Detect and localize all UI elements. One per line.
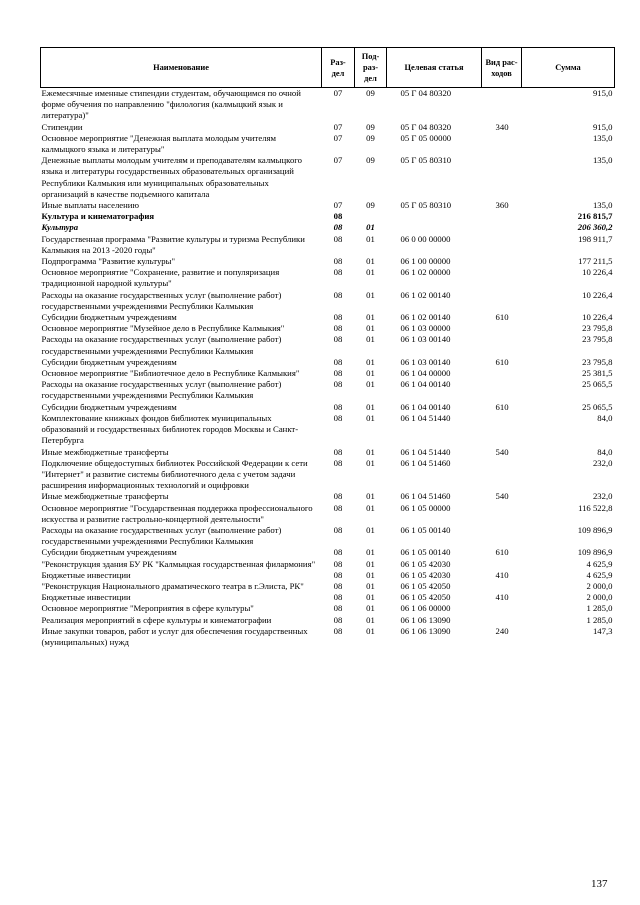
cell-podrazdel: 01 [366, 502, 375, 513]
cell-vid [482, 458, 522, 492]
cell-target: 06 1 04 51460 [400, 491, 451, 502]
cell-target: 06 1 02 00140 [400, 312, 451, 323]
cell-name: Иные закупки товаров, работ и услуг для обеспечения государственных (муниципальных) нужд [41, 625, 308, 647]
cell-podrazdel: 01 [366, 401, 375, 412]
cell-target: 05 Г 05 80310 [400, 200, 452, 211]
cell-target: 06 1 05 00140 [400, 524, 451, 535]
cell-razdel: 08 [333, 502, 343, 513]
cell-razdel: 08 [333, 491, 343, 502]
table-row [41, 357, 615, 368]
cell-target: 06 1 00 00000 [400, 256, 451, 267]
cell-sum: 135,0 [592, 155, 613, 166]
cell-target: 05 Г 04 80320 [400, 88, 452, 98]
table-row [41, 256, 615, 267]
table-row [41, 290, 615, 312]
cell-razdel: 07 [333, 200, 343, 211]
cell-vid [482, 334, 522, 356]
cell-podrazdel: 01 [366, 412, 375, 423]
cell-sum: 4 625,9 [586, 558, 613, 569]
cell-sum: 135,0 [592, 132, 613, 143]
cell-name: "Реконструкция Национального драматического театра в г.Элиста, РК" [41, 580, 304, 591]
cell-podrazdel: 01 [366, 289, 375, 300]
table-row [41, 491, 615, 502]
cell-target: 06 1 04 51460 [400, 457, 451, 468]
cell-sum: 2 000,0 [586, 592, 613, 603]
cell-razdel: 08 [333, 547, 343, 558]
header-sum: Сумма [522, 48, 615, 88]
cell-sum: 206 360,2 [577, 222, 613, 233]
cell-podrazdel: 01 [366, 524, 375, 535]
table-body [41, 88, 615, 649]
header-razdel: Раз-дел [322, 48, 355, 88]
cell-podrazdel: 09 [366, 121, 375, 132]
table-row [41, 323, 615, 334]
cell-vid: 610 [495, 547, 509, 558]
cell-razdel: 08 [333, 323, 343, 334]
cell-podrazdel: 01 [366, 558, 375, 569]
table-row [41, 503, 615, 525]
cell-sum: 25 381,5 [582, 368, 613, 379]
table-row [41, 447, 615, 458]
cell-name: Подпрограмма "Развитие культуры" [41, 256, 176, 267]
cell-razdel: 08 [333, 334, 343, 345]
cell-name: Стипендии [41, 121, 83, 132]
cell-sum: 135,0 [592, 200, 613, 211]
cell-podrazdel: 01 [366, 457, 375, 468]
budget-table-page [40, 47, 614, 648]
cell-podrazdel: 01 [366, 312, 375, 323]
cell-target: 06 1 02 00140 [400, 289, 451, 300]
cell-podrazdel: 01 [366, 625, 375, 636]
table-row [41, 211, 615, 222]
cell-razdel: 08 [333, 412, 343, 423]
cell-podrazdel: 01 [366, 491, 375, 502]
cell-podrazdel: 01 [366, 256, 375, 267]
cell-sum: 10 226,4 [582, 267, 613, 278]
cell-sum: 84,0 [597, 412, 613, 423]
cell-name: Основное мероприятие "Денежная выплата молодым учителям калмыцкого языка и литературы" [41, 132, 277, 155]
cell-sum: 4 625,9 [586, 569, 613, 580]
cell-podrazdel [355, 211, 387, 222]
cell-podrazdel: 01 [366, 603, 375, 614]
cell-name: Государственная программа "Развитие культуры и туризма Республики Калмыкия на 2013 -2020 годы" [41, 233, 305, 255]
cell-target: 05 Г 04 80320 [400, 121, 452, 132]
cell-name: Основное мероприятие "Сохранение, развитие и популяризация традиционной народной культуры" [41, 267, 280, 289]
cell-podrazdel: 01 [366, 356, 375, 367]
cell-target [387, 211, 482, 222]
cell-podrazdel: 01 [366, 614, 375, 625]
cell-vid: 410 [495, 592, 509, 603]
cell-razdel: 08 [333, 401, 343, 412]
cell-vid [482, 368, 522, 379]
cell-name: "Реконструкция здания БУ РК "Калмыцкая государственная филармония" [41, 558, 316, 569]
cell-name: Субсидии бюджетным учреждениям [41, 356, 177, 367]
cell-vid [482, 155, 522, 200]
table-row [41, 413, 615, 447]
cell-sum: 116 522,8 [578, 502, 613, 513]
page-number: 137 [591, 878, 608, 890]
cell-razdel: 07 [333, 121, 343, 132]
cell-razdel: 08 [333, 267, 343, 278]
cell-podrazdel: 01 [366, 569, 375, 580]
cell-sum: 23 795,8 [582, 323, 613, 334]
cell-name: Подключение общедоступных библиотек Российской Федерации к сети "Интернет" и развитие системы библиотечного дела с учетом задачи расширения информационных технологий и оцифровки [41, 457, 308, 491]
table-row [41, 547, 615, 558]
cell-name: Расходы на оказание государственных услуг (выполнение работ) государственными учреждениями Республики Калмыкия [41, 379, 282, 401]
cell-sum: 1 285,0 [586, 614, 613, 625]
cell-target: 06 1 03 00140 [400, 334, 451, 345]
cell-target: 06 1 05 42030 [400, 558, 451, 569]
cell-sum: 1 285,0 [586, 603, 613, 614]
cell-name: Комплектование книжных фондов библиотек муниципальных образований и государственных библиотек городов Москвы и Санкт-Петербурга [41, 412, 299, 446]
cell-target: 06 1 04 51440 [400, 446, 451, 457]
cell-name: Ежемесячные именные стипендии студентам, обучающимся по очной форме обучения по направлению "филология (калмыцкий язык и литература)" [41, 88, 301, 121]
cell-sum: 84,0 [597, 446, 613, 457]
budget-table [40, 47, 615, 648]
cell-podrazdel: 01 [366, 267, 375, 278]
cell-vid: 360 [495, 200, 509, 211]
cell-vid [482, 603, 522, 614]
cell-razdel: 08 [333, 368, 343, 379]
cell-vid [482, 222, 522, 233]
table-row [41, 379, 615, 401]
cell-razdel: 08 [333, 356, 343, 367]
table-row [41, 458, 615, 492]
cell-sum: 216 815,7 [577, 211, 613, 222]
cell-podrazdel: 01 [366, 379, 375, 390]
cell-vid [482, 581, 522, 592]
table-row [41, 570, 615, 581]
cell-sum: 25 065,5 [582, 379, 613, 390]
table-row [41, 615, 615, 626]
cell-podrazdel: 01 [366, 580, 375, 591]
table-row [41, 334, 615, 356]
cell-podrazdel: 09 [366, 200, 375, 211]
cell-name: Бюджетные инвестиции [41, 569, 131, 580]
cell-target: 06 1 04 51440 [400, 412, 451, 423]
cell-sum: 10 226,4 [582, 312, 613, 323]
cell-podrazdel: 01 [366, 222, 375, 233]
table-row [41, 592, 615, 603]
cell-sum: 232,0 [592, 491, 613, 502]
cell-name: Основное мероприятие "Мероприятия в сфере культуры" [41, 603, 254, 614]
cell-name: Культура [41, 222, 79, 233]
cell-razdel: 08 [333, 524, 343, 535]
cell-razdel: 07 [333, 88, 343, 98]
cell-vid [482, 290, 522, 312]
cell-name: Культура и кинематография [41, 211, 155, 222]
cell-podrazdel: 01 [366, 233, 375, 244]
cell-sum: 109 896,9 [577, 547, 613, 558]
cell-podrazdel: 01 [366, 368, 375, 379]
table-row [41, 559, 615, 570]
cell-name: Расходы на оказание государственных услуг (выполнение работ) государственными учреждениями Республики Калмыкия [41, 334, 282, 356]
cell-razdel: 08 [333, 289, 343, 300]
cell-name: Субсидии бюджетным учреждениям [41, 547, 177, 558]
cell-target: 06 1 04 00000 [400, 368, 451, 379]
cell-target: 06 1 03 00000 [400, 323, 451, 334]
cell-sum: 232,0 [592, 457, 613, 468]
cell-name: Иные межбюджетные трансферты [41, 491, 169, 502]
cell-target: 06 1 02 00000 [400, 267, 451, 278]
cell-sum: 2 000,0 [586, 580, 613, 591]
cell-vid [482, 88, 522, 122]
cell-name: Иные межбюджетные трансферты [41, 446, 169, 457]
table-row [41, 368, 615, 379]
cell-name: Реализация мероприятий в сфере культуры и кинематографии [41, 614, 272, 625]
table-row [41, 222, 615, 233]
cell-vid: 540 [495, 491, 509, 502]
cell-name: Бюджетные инвестиции [41, 592, 131, 603]
cell-vid: 540 [495, 446, 509, 457]
cell-target: 06 1 05 00000 [400, 502, 451, 513]
header-target: Целевая статья [387, 48, 482, 88]
table-row [41, 133, 615, 155]
cell-vid [482, 211, 522, 222]
cell-sum: 177 211,5 [578, 256, 613, 267]
table-row [41, 200, 615, 211]
cell-vid [482, 323, 522, 334]
cell-target: 05 Г 05 80310 [400, 155, 452, 166]
cell-target: 06 1 06 13090 [400, 625, 451, 636]
cell-razdel: 08 [333, 614, 343, 625]
cell-target: 05 Г 05 00000 [400, 132, 452, 143]
cell-vid [482, 525, 522, 547]
cell-razdel: 08 [333, 603, 343, 614]
table-row [41, 626, 615, 648]
cell-target: 06 1 04 00140 [400, 379, 451, 390]
cell-target: 06 1 05 42050 [400, 592, 451, 603]
cell-razdel: 08 [333, 222, 343, 233]
cell-razdel: 08 [333, 446, 343, 457]
cell-sum: 10 226,4 [582, 289, 613, 300]
cell-podrazdel: 01 [366, 547, 375, 558]
cell-target: 06 1 05 42050 [400, 580, 451, 591]
cell-name: Иные выплаты населению [41, 200, 139, 211]
cell-name: Расходы на оказание государственных услуг (выполнение работ) государственными учреждениями Республики Калмыкия [41, 524, 282, 547]
table-header-row [41, 48, 615, 88]
cell-podrazdel: 01 [366, 334, 375, 345]
table-row [41, 122, 615, 133]
cell-target: 06 1 05 42030 [400, 569, 451, 580]
cell-vid: 610 [495, 312, 509, 323]
cell-sum: 147,3 [592, 625, 613, 636]
cell-sum: 915,0 [592, 88, 613, 98]
cell-vid [482, 413, 522, 447]
table-row [41, 155, 615, 200]
cell-target: 06 1 06 13090 [400, 614, 451, 625]
cell-razdel: 08 [333, 312, 343, 323]
cell-name: Денежные выплаты молодым учителям и преподавателям калмыцкого языка и литературы государственных образовательных организаций Республики Калмыкия или муниципальных образовательных организаций в качестве подъемного капитала [41, 155, 302, 199]
cell-name: Основное мероприятие "Библиотечное дело в Республике Калмыкия" [41, 368, 300, 379]
cell-razdel: 08 [333, 256, 343, 267]
cell-sum: 109 896,9 [577, 524, 613, 535]
table-row [41, 525, 615, 547]
table-row [41, 267, 615, 289]
cell-name: Основное мероприятие "Музейное дело в Республике Калмыкия" [41, 323, 285, 334]
cell-razdel: 08 [333, 558, 343, 569]
table-row [41, 603, 615, 614]
cell-podrazdel: 01 [366, 446, 375, 457]
cell-razdel: 08 [333, 457, 343, 468]
cell-razdel: 07 [333, 155, 343, 166]
cell-vid [482, 559, 522, 570]
cell-razdel: 08 [333, 592, 343, 603]
cell-razdel: 08 [333, 625, 343, 636]
table-row [41, 312, 615, 323]
cell-vid [482, 267, 522, 289]
cell-target: 06 1 03 00140 [400, 356, 451, 367]
cell-vid [482, 503, 522, 525]
cell-razdel: 08 [333, 233, 343, 244]
cell-sum: 198 911,7 [578, 233, 613, 244]
cell-sum: 23 795,8 [582, 356, 613, 367]
cell-target: 06 1 06 00000 [400, 603, 451, 614]
cell-podrazdel: 09 [366, 132, 375, 143]
cell-razdel: 07 [333, 132, 343, 143]
cell-vid [482, 615, 522, 626]
cell-vid [482, 379, 522, 401]
cell-target: 06 0 00 00000 [400, 233, 451, 244]
cell-name: Субсидии бюджетным учреждениям [41, 401, 177, 412]
cell-sum: 25 065,5 [582, 401, 613, 412]
cell-podrazdel: 01 [366, 592, 375, 603]
cell-name: Основное мероприятие "Государственная поддержка профессионального искусства и развитие гастрольно-концертной деятельности" [41, 502, 313, 524]
cell-vid: 610 [495, 356, 509, 367]
cell-razdel: 08 [333, 211, 343, 222]
cell-vid [482, 256, 522, 267]
cell-podrazdel: 09 [366, 88, 375, 98]
cell-name: Расходы на оказание государственных услуг (выполнение работ) государственными учреждениями Республики Калмыкия [41, 289, 282, 311]
cell-vid: 340 [495, 121, 509, 132]
cell-razdel: 08 [333, 580, 343, 591]
table-row [41, 581, 615, 592]
cell-target: 06 1 04 00140 [400, 401, 451, 412]
table-row [41, 88, 615, 122]
header-podrazdel: Под-раз-дел [355, 48, 387, 88]
cell-vid [482, 234, 522, 256]
cell-razdel: 08 [333, 379, 343, 390]
cell-vid: 240 [495, 625, 509, 636]
cell-razdel: 08 [333, 569, 343, 580]
cell-podrazdel: 01 [366, 323, 375, 334]
cell-target [387, 222, 482, 233]
cell-podrazdel: 09 [366, 155, 375, 166]
header-vid: Вид рас-ходов [482, 48, 522, 88]
table-row [41, 402, 615, 413]
cell-vid: 610 [495, 401, 509, 412]
cell-vid: 410 [495, 569, 509, 580]
table-row [41, 234, 615, 256]
cell-sum: 915,0 [592, 121, 613, 132]
cell-target: 06 1 05 00140 [400, 547, 451, 558]
header-name: Наименование [41, 48, 322, 88]
cell-name: Субсидии бюджетным учреждениям [41, 312, 177, 323]
cell-vid [482, 133, 522, 155]
cell-sum: 23 795,8 [582, 334, 613, 345]
